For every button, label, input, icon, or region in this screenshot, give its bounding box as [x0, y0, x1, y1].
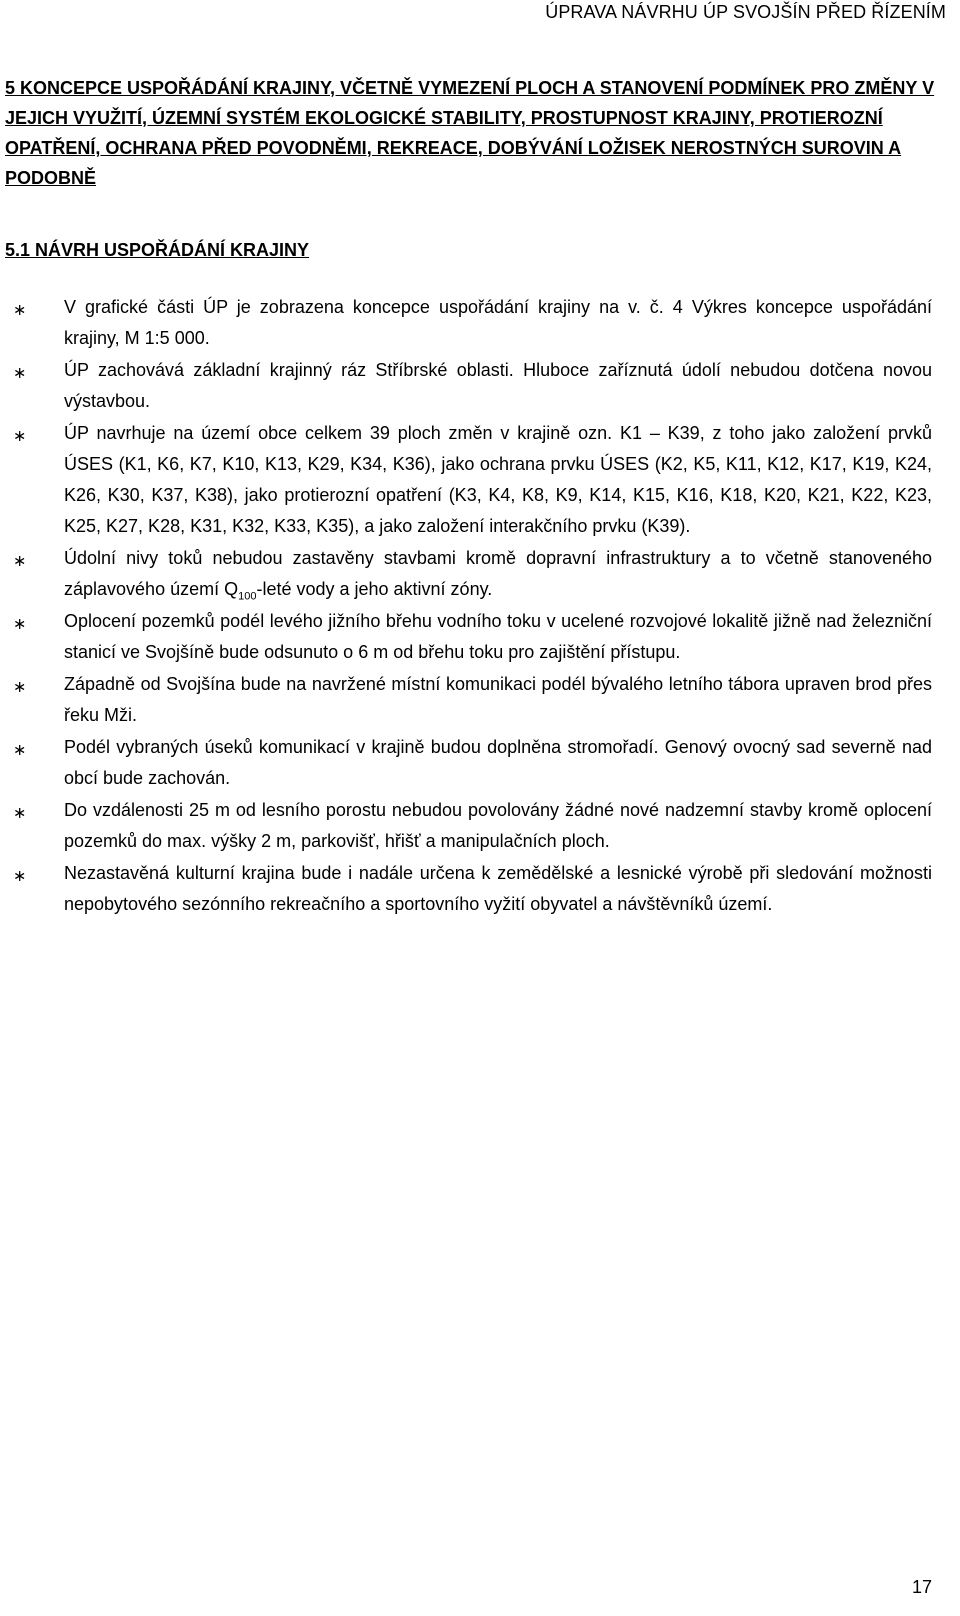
list-item-text: V grafické části ÚP je zobrazena koncepce uspořádání krajiny na v. č. 4 Výkres koncepce uspořádání krajiny, M 1:5 000.: [64, 297, 932, 348]
list-item: [0, 732, 932, 794]
list-item-text: Oplocení pozemků podél levého jižního břehu vodního toku v ucelené rozvojové lokalitě jižně nad železniční stanicí ve Svojšíně bude odsunuto o 6 m od břehu toku pro zajištění přístupu.: [64, 611, 932, 662]
list-item-text: ÚP zachovává základní krajinný ráz Stříbrské oblasti. Hluboce zaříznutá údolí nebudou dotčena novou výstavbou.: [64, 360, 932, 411]
list-item: [0, 292, 932, 354]
list-item-text-continued: -leté vody a jeho aktivní zóny.: [256, 579, 493, 599]
bullet-icon: ∗: [13, 614, 27, 633]
bullet-icon: ∗: [13, 363, 27, 382]
list-item: [0, 795, 932, 857]
list-item-text: Nezastavěná kulturní krajina bude i nadále určena k zemědělské a lesnické výrobě při sledování možnosti nepobytového sezónního rekreačního a sportovního vyžití obyvatel a návštěvníků území.: [64, 863, 932, 914]
list-item-text: Do vzdálenosti 25 m od lesního porostu nebudou povolovány žádné nové nadzemní stavby kromě oplocení pozemků do max. výšky 2 m, parkovišť, hřišť a manipulačních ploch.: [64, 800, 932, 851]
bullet-icon: ∗: [13, 740, 27, 759]
list-item-text: Podél vybraných úseků komunikací v krajině budou doplněna stromořadí. Genový ovocný sad severně nad obcí bude zachován.: [64, 737, 932, 788]
list-item-text: Západně od Svojšína bude na navržené místní komunikaci podél bývalého letního tábora upraven brod přes řeku Mži.: [64, 674, 932, 725]
list-item: [0, 606, 932, 668]
list-item: [0, 543, 932, 605]
flood-return-period-subscript: 100: [238, 590, 257, 603]
bullet-icon: ∗: [13, 803, 27, 822]
list-item: [0, 669, 932, 731]
bullet-list: [0, 292, 960, 921]
list-item: [0, 355, 932, 417]
bullet-icon: ∗: [13, 426, 27, 445]
chapter-heading: 5 KONCEPCE USPOŘÁDÁNÍ KRAJINY, VČETNĚ VYMEZENÍ PLOCH A STANOVENÍ PODMÍNEK PRO ZMĚNY V JEJICH VYUŽITÍ, ÚZEMNÍ SYSTÉM EKOLOGICKÉ STABILITY, PROSTUPNOST KRAJINY, PROTIEROZNÍ OPATŘENÍ, OCHRANA PŘED POVODNĚMI, REKREACE, DOBÝVÁNÍ LOŽISEK NEROSTNÝCH SUROVIN A PODOBNĚ: [5, 78, 935, 188]
list-item-text: Údolní nivy toků nebudou zastavěny stavbami kromě dopravní infrastruktury a to včetně stanoveného záplavového území Q: [64, 548, 932, 599]
bullet-icon: ∗: [13, 677, 27, 696]
list-item-text: ÚP navrhuje na území obce celkem 39 ploch změn v krajině ozn. K1 – K39, z toho jako založení prvků ÚSES (K1, K6, K7, K10, K13, K29, K34, K36), jako ochrana prvku ÚSES (K2, K5, K11, K12, K17, K19, K24, K26, K30, K37, K38), jako protierozní opatření (K3, K4, K8, K9, K14, K15, K16, K18, K20, K21, K22, K23, K25, K27, K28, K31, K32, K33, K35), a jako založení interakčního prvku (K39).: [64, 423, 932, 536]
section-heading: 5.1 NÁVRH USPOŘÁDÁNÍ KRAJINY: [5, 240, 310, 260]
bullet-icon: ∗: [13, 300, 27, 319]
list-item: [0, 418, 932, 542]
page-number: 17: [911, 1577, 932, 1597]
bullet-icon: ∗: [13, 551, 27, 570]
bullet-icon: ∗: [13, 866, 27, 885]
running-header: ÚPRAVA NÁVRHU ÚP SVOJŠÍN PŘED ŘÍZENÍM: [545, 2, 946, 22]
list-item: [0, 858, 932, 920]
